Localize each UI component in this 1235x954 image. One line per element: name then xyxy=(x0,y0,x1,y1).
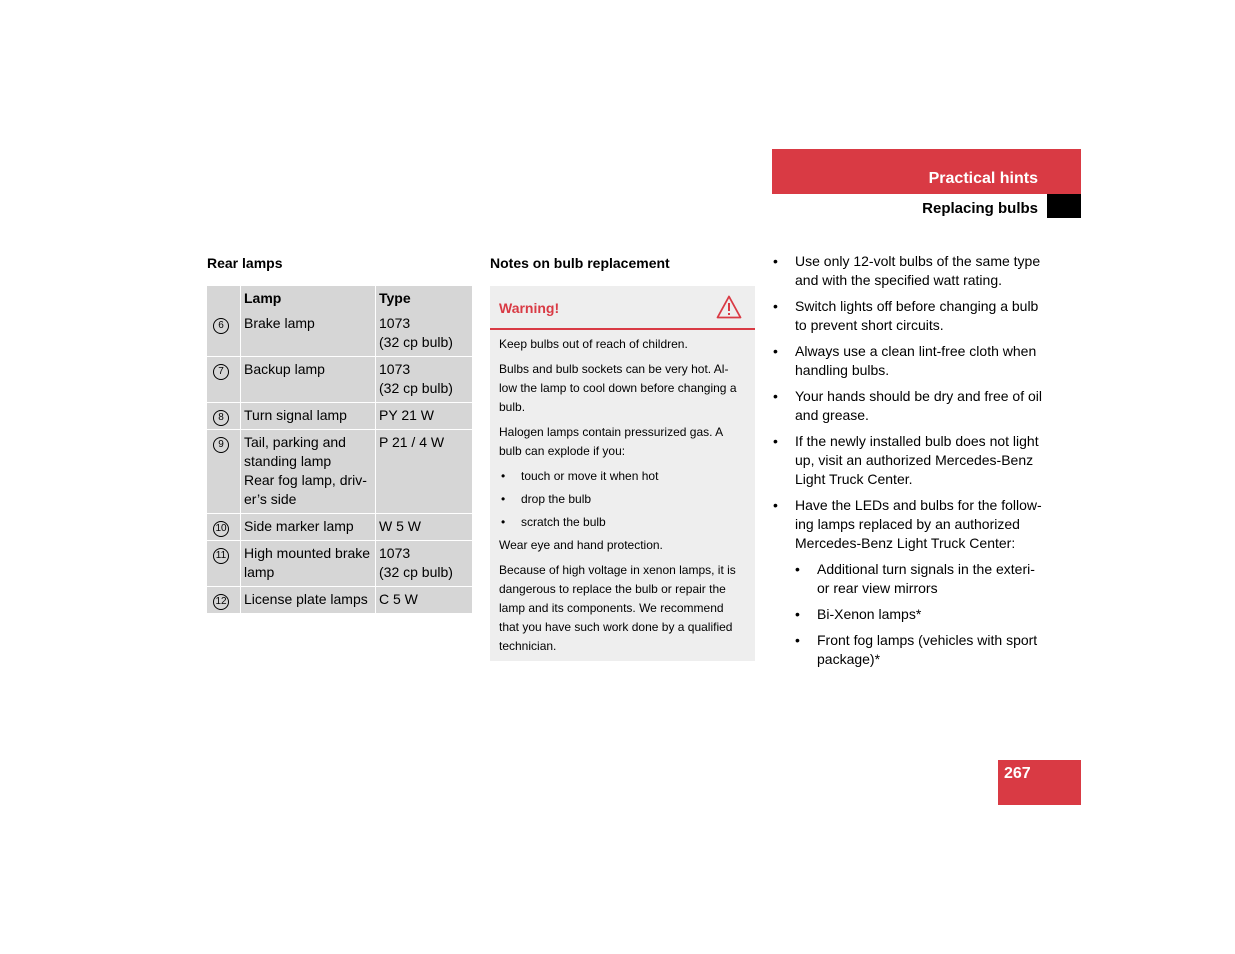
warning-header xyxy=(490,286,755,330)
tips-sublist xyxy=(795,560,1043,669)
number-badge: 7 xyxy=(213,364,229,380)
lamp-name: Brake lamp xyxy=(244,315,315,331)
lamp-type: PY 21 W xyxy=(379,407,434,423)
number-badge: 11 xyxy=(213,548,229,564)
number-badge: 12 xyxy=(213,594,229,610)
number-badge: 6 xyxy=(213,318,229,334)
warning-box xyxy=(490,286,755,661)
header-section-bar xyxy=(772,149,1081,194)
lamp-name: Turn signal lamp xyxy=(244,407,347,423)
warning-bullets xyxy=(499,467,745,532)
page-number: 267 xyxy=(1004,765,1031,782)
lamp-name: License plate lamps xyxy=(244,591,368,607)
table-row xyxy=(207,513,472,540)
lamp-type: 1073 xyxy=(379,315,411,331)
lamp-type: W 5 W xyxy=(379,518,421,534)
lamp-name: Tail, parking and standing lamp xyxy=(244,434,346,469)
table-row xyxy=(207,540,472,586)
lamp-type-note: (32 cp bulb) xyxy=(379,564,453,580)
list-item: • If the newly installed bulb does not light up, visit an authorized Mercedes-Benz Light Truck Center. xyxy=(773,432,1043,489)
lamp-type-note: (32 cp bulb) xyxy=(379,334,453,350)
table-header-row xyxy=(207,286,472,311)
list-item: • Use only 12-volt bulbs of the same type and with the specified watt rating. xyxy=(773,252,1043,290)
number-badge: 10 xyxy=(213,521,229,537)
warning-body xyxy=(490,330,755,656)
list-item: • Switch lights off before changing a bulb to prevent short circuits. xyxy=(773,297,1043,335)
warning-text: Wear eye and hand protection. xyxy=(499,538,663,552)
sub-list-item: • Front fog lamps (vehicles with sport package)* xyxy=(795,631,1043,669)
list-item xyxy=(773,496,1043,669)
table-header-type: Type xyxy=(375,286,472,311)
thumb-tab-marker xyxy=(1047,194,1081,218)
table-header-num xyxy=(207,286,240,311)
sub-list-item: • Bi-Xenon lamps* xyxy=(795,605,1043,624)
warning-text: Keep bulbs out of reach of children. xyxy=(499,337,688,351)
table-row xyxy=(207,429,472,513)
table-row xyxy=(207,311,472,356)
sub-list-item: • Additional turn signals in the exteri-or rear view mirrors xyxy=(795,560,1043,598)
subsection-title: Replacing bulbs xyxy=(922,200,1038,217)
warning-label: Warning! xyxy=(499,300,560,316)
lamp-name-secondary: Rear fog lamp, driv-er’s side xyxy=(244,472,367,507)
lamp-type: C 5 W xyxy=(379,591,418,607)
warning-triangle-icon xyxy=(716,295,742,319)
table-header-lamp: Lamp xyxy=(240,286,375,311)
lamp-type-note: (32 cp bulb) xyxy=(379,380,453,396)
number-badge: 9 xyxy=(213,437,229,453)
number-badge: 8 xyxy=(213,410,229,426)
list-item: • drop the bulb xyxy=(499,490,745,509)
lamp-type: 1073 xyxy=(379,361,411,377)
tips-list xyxy=(773,252,1043,676)
warning-text: Halogen lamps contain pressurized gas. A bulb can explode if you: xyxy=(499,425,723,458)
list-item: • Your hands should be dry and free of oil and grease. xyxy=(773,387,1043,425)
table-row xyxy=(207,402,472,429)
rear-lamps-heading: Rear lamps xyxy=(207,255,283,271)
warning-text: Because of high voltage in xenon lamps, it is dangerous to replace the bulb or repair the lamp and its components. We recommend that you have such work done by a qualified technician. xyxy=(499,563,736,653)
lamp-name: High mounted brake lamp xyxy=(244,545,371,580)
lamp-type: 1073 xyxy=(379,545,411,561)
table-row xyxy=(207,356,472,402)
list-item: • touch or move it when hot xyxy=(499,467,745,486)
rear-lamps-table xyxy=(207,286,472,613)
page-number-tab xyxy=(998,760,1081,805)
list-item: • scratch the bulb xyxy=(499,513,745,532)
lamp-name: Backup lamp xyxy=(244,361,325,377)
warning-text: Bulbs and bulb sockets can be very hot. Al-low the lamp to cool down before changing a bulb. xyxy=(499,362,737,414)
notes-heading: Notes on bulb replacement xyxy=(490,255,670,271)
lamp-type: P 21 / 4 W xyxy=(379,434,445,450)
list-item: • Always use a clean lint-free cloth when handling bulbs. xyxy=(773,342,1043,380)
lamp-name: Side marker lamp xyxy=(244,518,354,534)
table-row xyxy=(207,586,472,613)
list-item-text: Have the LEDs and bulbs for the follow-ing lamps replaced by an authorized Mercedes-Benz Light Truck Center: xyxy=(795,497,1042,551)
section-title: Practical hints xyxy=(928,170,1038,187)
